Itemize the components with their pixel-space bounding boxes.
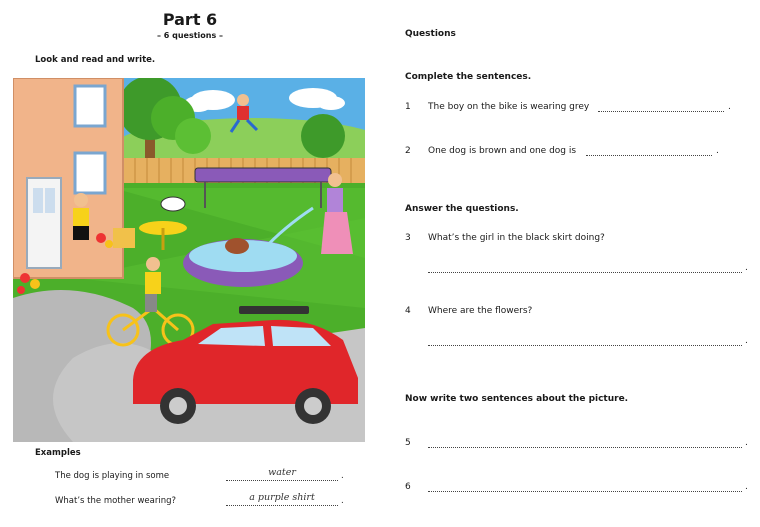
examples-heading: Examples: [35, 448, 81, 458]
q5-end: .: [745, 438, 748, 448]
q2-end: .: [716, 146, 719, 156]
q3-number: 3: [405, 233, 411, 243]
example-2-prompt: What’s the mother wearing?: [55, 496, 176, 506]
example-1-end: .: [341, 471, 344, 481]
q2-number: 2: [405, 146, 411, 156]
q6-end: .: [745, 482, 748, 492]
questions-heading: Questions: [405, 29, 456, 39]
example-1-answer: water: [268, 467, 296, 478]
section-complete-title: Complete the sentences.: [405, 72, 532, 82]
q4-number: 4: [405, 306, 411, 316]
q4-end: .: [745, 336, 748, 346]
example-1-answer-line: [226, 467, 338, 481]
q4-answer-line[interactable]: [428, 337, 742, 346]
example-2-answer-line: [226, 492, 338, 506]
q2-text: One dog is brown and one dog is: [428, 146, 577, 156]
q5-number: 5: [405, 438, 411, 448]
q2-answer-line[interactable]: [586, 147, 712, 156]
instruction: Look and read and write.: [35, 55, 156, 65]
q3-end: .: [745, 263, 748, 273]
q3-answer-line[interactable]: [428, 264, 742, 273]
q5-answer-line[interactable]: [428, 439, 742, 448]
q6-answer-line[interactable]: [428, 483, 742, 492]
example-2-answer: a purple shirt: [249, 492, 315, 503]
q1-text: The boy on the bike is wearing grey: [428, 102, 590, 112]
scene-picture: [13, 78, 365, 442]
example-1-prompt: The dog is playing in some: [55, 471, 170, 481]
section-answer-title: Answer the questions.: [405, 204, 519, 214]
page-subtitle: – 6 questions –: [156, 31, 224, 40]
q6-number: 6: [405, 482, 411, 492]
q1-number: 1: [405, 102, 411, 112]
q4-text: Where are the flowers?: [428, 306, 533, 316]
example-2-end: .: [341, 496, 344, 506]
section-write-title: Now write two sentences about the picture.: [405, 394, 629, 404]
q3-text: What’s the girl in the black skirt doing?: [428, 233, 605, 243]
page-title: Part 6: [162, 10, 218, 29]
q1-end: .: [728, 102, 731, 112]
q1-answer-line[interactable]: [598, 103, 724, 112]
